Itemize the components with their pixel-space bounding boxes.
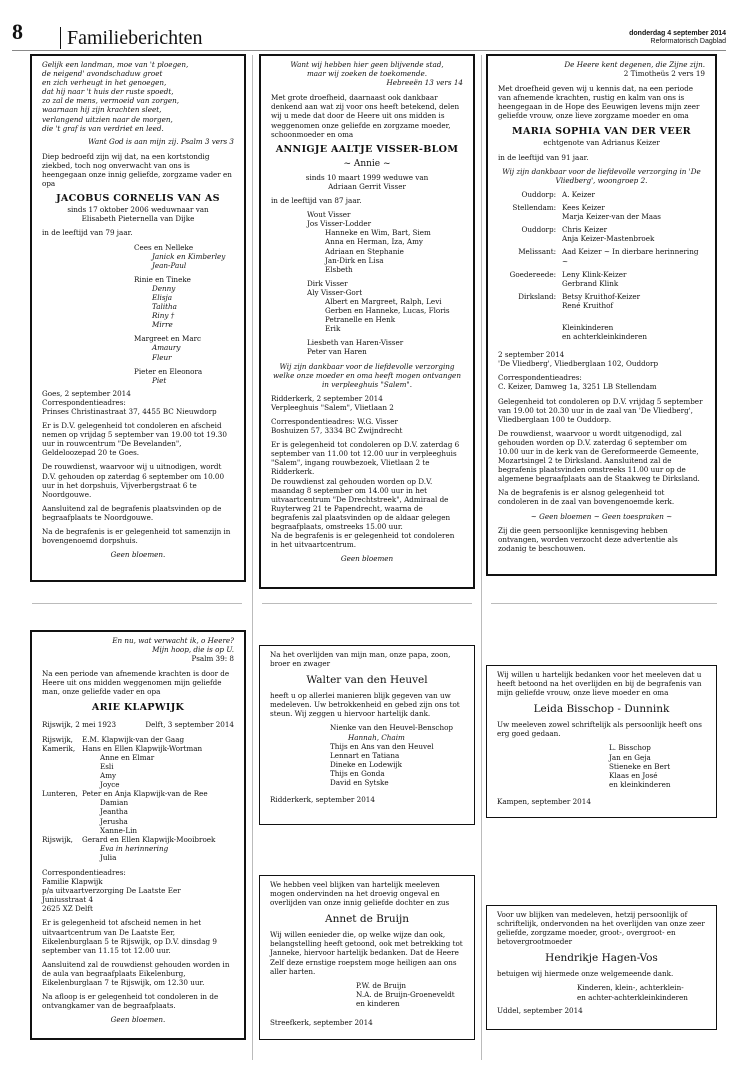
date: 2 september 2014 [498, 350, 565, 360]
after-burial-text: Na de begrafenis is er alsnog gelegenheid tot condoleren in de zaal van bovengenoemde kerk. [498, 488, 675, 507]
verse-line: En nu, wat verwacht ik, o Heere? [112, 636, 234, 645]
address-line: 2625 XZ Delft [42, 904, 93, 914]
place-date: Kampen, september 2014 [497, 796, 591, 806]
deceased-name: Hendrikje Hagen-Vos [545, 952, 658, 965]
deceased-name: Leida Bisschop - Dunnink [533, 703, 670, 716]
header-rule [12, 50, 726, 51]
family-member: Leny Klink-Keizer [562, 269, 627, 279]
signers [270, 723, 464, 787]
family-member: Denny [152, 283, 176, 293]
family-row [498, 247, 705, 265]
family-member: Anna en Herman, Iza, Amy [325, 237, 423, 247]
closing-note: Geen bloemen. [110, 1015, 166, 1025]
poem-line: waarnaan hij zijn krachten sleet, [42, 105, 162, 115]
family-member: E.M. Klapwijk-van der Gaag [82, 734, 185, 744]
section-title: Familieberichten [60, 27, 203, 49]
family-member: Peter en Anja Klapwijk-van de Ree [82, 789, 208, 799]
family-place: Kamerik, [42, 743, 76, 753]
place-date: Ridderkerk, 2 september 2014 [271, 393, 383, 403]
poem-line: zo zal de mens, vermoeid van zorgen, [42, 96, 180, 106]
deceased-name: Annet de Bruijn [324, 913, 410, 926]
family-place: Ouddorp: [521, 225, 556, 235]
family-member: Petranelle en Henk [325, 315, 396, 325]
family-member: Albert en Margreet, Ralph, Levi [325, 296, 442, 306]
deceased-name: ARIE KLAPWIJK [91, 701, 185, 713]
family-member: Gerbrand Klink [562, 278, 619, 288]
family-place: Ouddorp: [521, 189, 556, 199]
closing-note: Geen bloemen. [110, 550, 166, 560]
verse-reference: 2 Timotheüs 2 vers 19 [623, 69, 705, 79]
age-line: in de leeftijd van 91 jaar. [498, 152, 589, 162]
thanks-text: Uw meeleven zowel schriftelijk als persoonlijk heeft ons erg goed gedaan. [497, 720, 702, 739]
spouse-line: echtgenote van Adrianus Keizer [543, 137, 660, 147]
signer: en kinderen [356, 998, 400, 1008]
signer: David en Sytske [330, 778, 389, 788]
poem-line: verlangend uitzien naar de morgen, [42, 114, 173, 124]
family-member: Jeantha [100, 807, 128, 817]
after-burial-text: Na de begrafenis is er gelegenheid tot condoleren in het uitvaartcentrum. [271, 531, 455, 550]
family-names [562, 314, 705, 341]
correspondence-address: Prinses Christinastraat 37, 4455 BC Nieuwdorp [42, 407, 217, 416]
signers [270, 981, 464, 1008]
thanks-text: Wij willen eenieder die, op welke wijze dan ook, belangstelling heeft getoond, ook met betrekking tot Janneke, hiervoor hartelijk bedanken. Dat de Heere Zelf deze ernstige roepstem moge heiligen aan ons aller harten. [270, 930, 463, 976]
signer: Thijs en Gonda [330, 768, 385, 778]
family-member: Jos Visser-Lodder [307, 219, 372, 229]
death-notice-maria-van-der-veer [486, 54, 717, 576]
newspaper-name: Reformatorisch Dagblad [650, 38, 726, 45]
deceased-name: JACOBUS CORNELIS VAN AS [56, 193, 220, 205]
signer: Klaas en José [609, 770, 658, 780]
poem-line: Gelijk een landman, moe van 't ploegen, [42, 60, 189, 69]
column-divider [481, 55, 482, 1060]
service-text: Aansluitend zal de rouwdienst gehouden worden in de aula van begraafplaats Eikelenburg, Eikelenburglaan 7 te Rijswijk, om 12.30 uur. [42, 959, 230, 987]
family-member: Chris Keizer [562, 225, 608, 235]
family-row [498, 314, 705, 341]
family-member: en achterkleinkinderen [562, 332, 647, 342]
family-member: René Kruithof [562, 300, 614, 310]
family-couple: Rinie en Tineke [134, 274, 191, 284]
family-place: Lunteren, [42, 789, 78, 799]
intro-text: Met grote droefheid, daarnaast ook dankbaar denkend aan wat zij voor ons heeft betekend, delen wij u mede dat door de Heere uit ons midden is weggenomen onze geliefde en zorgzame moeder, schoonmoeder en oma [271, 93, 460, 139]
family-member: Peter van Haren [307, 347, 367, 357]
poem-line: dat hij naar 't huis der ruste spoedt, [42, 87, 174, 97]
signers [497, 983, 706, 1001]
death: Delft, 3 september 2014 [145, 719, 234, 729]
thanks-hendrikje-hagen-vos [486, 905, 717, 1030]
family-member: Joyce [100, 780, 120, 790]
burial-text: Aansluitend zal de begrafenis plaatsvinden op de begraafplaats te Noordgouwe. [42, 503, 222, 522]
deceased-name: MARIA SOPHIA VAN DER VEER [512, 125, 691, 137]
intro-text: Met droefheid geven wij u kennis dat, na een periode van afnemende krachten, rustig en kalm van ons is heengegaan in de Hope des Eeuwigen levens mijn zeer geliefde vrouw, onze lieve zorgzame moeder en oma [498, 84, 700, 121]
age-line: in de leeftijd van 79 jaar. [42, 228, 133, 238]
poem-line: de neigend' avondschaduw groet [42, 69, 163, 79]
family-member: Fleur [152, 352, 172, 362]
correspondence-label: Correspondentieadres: [498, 373, 582, 383]
family-member: Riny † [152, 311, 175, 321]
family-member: Jan-Dirk en Lisa [325, 255, 384, 265]
family-member: Jean-Paul [152, 260, 187, 270]
family-member: Elsbeth [325, 264, 353, 274]
family-list [42, 243, 234, 385]
family-member: Kees Keizer [562, 203, 605, 213]
intro-text: Wij willen u hartelijk bedanken voor het meeleven dat u heeft betoond na het overlijden en bij de begrafenis van mijn geliefde vrouw, onze lieve moeder en oma [497, 670, 702, 698]
birth: Rijswijk, 2 mei 1923 [42, 719, 117, 729]
thanks-annet-de-bruijn [259, 875, 475, 1040]
family-member: Aly Visser-Gort [307, 287, 363, 297]
verse-line: maar wij zoeken de toekomende. [306, 69, 428, 79]
signer: Thijs en Ans van den Heuvel [330, 741, 434, 751]
signer: Hannah, Chaim [348, 732, 405, 742]
family-list [42, 735, 234, 862]
family-row [498, 203, 705, 221]
family-member: Gerben en Hanneke, Lucas, Floris [325, 306, 450, 316]
family-row [498, 225, 705, 243]
condolence-text: Er is gelegenheid tot condoleren op D.V. zaterdag 6 september van 11.00 tot 12.00 uur in verpleeghuis "Salem", ingang rouwbezoek, Vlietlaan 2 te Ridderkerk. [271, 440, 460, 477]
family-place: Rijswijk, [42, 734, 73, 744]
family-place [498, 314, 556, 341]
family-couple: Cees en Nelleke [134, 242, 194, 252]
row-divider [32, 603, 242, 604]
signer: L. Bisschop [609, 743, 651, 753]
family-row [498, 190, 705, 199]
closing-note: Geen bloemen [340, 554, 394, 564]
family-names [562, 247, 705, 265]
family-row [42, 835, 234, 862]
address-line: p/a uitvaartverzorging De Laatste Eer [42, 886, 181, 896]
family-names [82, 744, 234, 789]
intro-text: Voor uw blijken van medeleven, hetzij persoonlijk of schriftelijk, ondervonden na het overlijden van onze zeer geliefde, zorgzame moeder, groot-, overgroot- en betovergrootmoeder [497, 910, 705, 947]
family-member: Hans en Ellen Klapwijk-Wortman [82, 743, 203, 753]
thanks-walter-van-den-heuvel [259, 645, 475, 825]
family-names [562, 292, 705, 310]
thanks-text: Wij zijn dankbaar voor de liefdevolle verzorging welke onze moeder en oma heeft mogen ontvangen in verpleeghuis "Salem". [273, 361, 461, 389]
family-place: Melissant: [518, 247, 556, 257]
family-member: Anne en Elmar [100, 752, 155, 762]
family-member: Gerard en Ellen Klapwijk-Mooibroek [82, 834, 216, 844]
signer: en kleinkinderen [609, 779, 671, 789]
address-line: Familie Klapwijk [42, 877, 103, 887]
family-member: Piet [152, 375, 167, 385]
place-date: Streefkerk, september 2014 [270, 1018, 373, 1028]
closing-note: ~ Geen bloemen ~ Geen toespraken ~ [530, 511, 673, 521]
family-couple: Margreet en Marc [134, 334, 202, 344]
family-member: A. Keizer [562, 189, 595, 199]
signer: en achter-achterkleinkinderen [577, 992, 688, 1002]
thanks-leida-bisschop-dunnink [486, 665, 717, 818]
age-line: in de leeftijd van 87 jaar. [271, 196, 362, 206]
thanks-text: Wij zijn dankbaar voor de liefdevolle verzorging in 'De Vliedberg', woongroep 2. [502, 166, 701, 185]
service-text: De rouwdienst zal gehouden worden op D.V. maandag 8 september om 14.00 uur in het uitvaartcentrum "De Drechtstreek", Admiraal de Ruyterweg 21 te Papendrecht, waarna de begrafenis zal plaatsvinden op de aldaar gelegen begraafplaats, omstreeks 15.00 uur. [271, 476, 451, 532]
address-line: Juniusstraat 4 [42, 895, 94, 905]
family-names [82, 835, 234, 862]
family-list [498, 190, 705, 341]
signer: Stieneke en Bert [609, 761, 671, 771]
family-member: Xanne-Lin [100, 825, 138, 835]
death-notice-jacobus-van-as [30, 54, 246, 582]
verse-reference: Psalm 39: 8 [191, 654, 234, 664]
place-date: Uddel, september 2014 [497, 1005, 583, 1015]
thanks-text: heeft u op allerlei manieren blijk gegeven van uw medeleven. Uw betrokkenheid en gebed zijn ons tot steun. Wij zeggen u hiervoor hartelijk dank. [270, 691, 460, 719]
family-names [82, 735, 234, 744]
place-date: Ridderkerk, september 2014 [270, 795, 375, 805]
family-member: Adriaan en Stephanie [325, 246, 404, 256]
place-location: Verpleeghuis "Salem", Vlietlaan 2 [271, 402, 394, 412]
family-member: Esli [100, 761, 114, 771]
spouse-name: Elisabeth Pieternella van Dijke [81, 214, 195, 224]
condolence-text: Gelegenheid tot condoleren op D.V. vrijdag 5 september van 19.00 tot 20.30 uur in de zaal van 'De Vliedberg', Vliedberglaan 100 te Ouddorp. [498, 396, 703, 424]
location: 'De Vliedberg', Vliedberglaan 102, Ouddorp [498, 359, 659, 369]
signers [497, 743, 706, 788]
family-member: Betsy Kruithof-Keizer [562, 291, 641, 301]
family-names [562, 270, 705, 288]
row-divider [491, 603, 717, 604]
family-place: Dirksland: [518, 291, 556, 301]
life-dates [42, 720, 234, 729]
family-row [42, 744, 234, 789]
family-member: Janick en Kimberley [152, 251, 226, 261]
service-text: De rouwdienst, waarvoor wij u uitnodigen, wordt D.V. gehouden op zaterdag 6 september om 10.00 uur in het dorpshuis, Vijverbergstraat 6 te Noordgouwe. [42, 462, 225, 499]
condolence-text: Na afloop is er gelegenheid tot condoleren in de ontvangkamer van de begraafplaats. [42, 992, 219, 1011]
spouse-line: sinds 17 oktober 2006 weduwnaar van [67, 205, 209, 215]
family-member: Elisja [152, 292, 173, 302]
family-member: Amy [100, 771, 117, 781]
family-names [562, 225, 705, 243]
correspondence-label: Correspondentieadres: [42, 397, 126, 407]
correspondence-label: Correspondentieadres: [42, 867, 126, 877]
family-member: Kleinkinderen [562, 322, 614, 332]
verse-line: Want wij hebben hier geen blijvende stad, [290, 60, 444, 69]
correspondence-address [42, 877, 234, 913]
farewell-text: Er is gelegenheid tot afscheid nemen in het uitvaartcentrum van De Laatste Eer, Eikelenburglaan 5 te Rijswijk, op D.V. dinsdag 9 september van 11.15 tot 12.00 uur. [42, 918, 217, 955]
spouse-name: Adriaan Gerrit Visser [328, 181, 406, 191]
signer: P.W. de Bruijn [356, 980, 407, 990]
family-place: Stellendam: [512, 203, 556, 213]
family-row [42, 789, 234, 834]
family-member: Wout Visser [307, 210, 351, 220]
verse-line: Mijn hoop, die is op U. [152, 645, 234, 655]
family-names [562, 190, 705, 199]
family-member: Damian [100, 798, 129, 808]
family-row [498, 270, 705, 288]
signer: Kinderen, klein-, achterklein- [577, 983, 684, 993]
signer: Lennart en Tatiana [330, 750, 400, 760]
page-number: 8 [12, 19, 23, 44]
family-member: Aad Keizer ~ In dierbare herinnering ~ [562, 247, 699, 266]
family-member: Liesbeth van Haren-Visser [307, 338, 404, 348]
thanks-text: betuigen wij hiermede onze welgemeende dank. [497, 969, 674, 979]
verse-line: De Heere kent degenen, die Zijne zijn. [564, 60, 705, 69]
intro-text: We hebben veel blijken van hartelijk meeleven mogen ondervinden na het droevig ongeval en overlijden van onze innig geliefde dochter en zus [270, 880, 450, 908]
family-row [498, 292, 705, 310]
family-list [271, 210, 463, 356]
header-meta [629, 30, 726, 46]
family-place: Rijswijk, [42, 834, 73, 844]
family-names [562, 203, 705, 221]
nickname: ~ Annie ~ [343, 158, 391, 169]
signer: N.A. de Bruijn-Groeneveldt [356, 989, 455, 999]
poem-reference: Want God is aan mijn zij. Psalm 3 vers 3 [88, 136, 234, 146]
family-member: Erik [325, 324, 341, 334]
family-member: Dirk Visser [307, 278, 348, 288]
intro-text: Diep bedroefd zijn wij dat, na een kortstondig ziekbed, toch nog onverwacht van ons is heengegaan onze innig geliefde, zorgzame vader en opa [42, 151, 232, 189]
family-member: Julia [100, 852, 117, 862]
column-divider [252, 55, 253, 1060]
family-member: Jerusha [100, 816, 128, 826]
family-member: Hanneke en Wim, Bart, Siem [325, 228, 431, 238]
death-notice-arie-klapwijk [30, 630, 246, 1040]
signer: Dineke en Lodewijk [330, 759, 402, 769]
row-divider [262, 603, 472, 604]
service-text: De rouwdienst, waarvoor u wordt uitgenodigd, zal gehouden worden op D.V. zaterdag 6 september om 10.00 uur in de kerk van de Gereformeerde Gemeente, Mozartsingel 2 te Dirksland. Aansluitend zal de begrafenis plaatsvinden omstreeks 11.00 uur op de algemene begraafplaats aan de Staakweg te Dirksland. [498, 428, 700, 484]
correspondence-address: Boshuizen 57, 3334 BC Zwijndrecht [271, 426, 403, 436]
family-member: Mirre [152, 320, 173, 330]
poem-line: die 't graf is van verdriet en leed. [42, 123, 164, 133]
family-names [82, 789, 234, 834]
correspondence-label: Correspondentieadres: W.G. Visser [271, 417, 398, 426]
correspondence-address: C. Keizer, Damweg 1a, 3251 LB Stellendam [498, 382, 657, 392]
deceased-name: Walter van den Heuvel [306, 674, 428, 687]
family-row [42, 735, 234, 744]
family-member: Eva in herinnering [100, 843, 169, 853]
spouse-line: sinds 10 maart 1999 weduwe van [305, 172, 429, 182]
poem-line: en zich verheugt in het genoegen, [42, 78, 167, 88]
family-member: Amaury [152, 343, 181, 353]
place-date: Goes, 2 september 2014 [42, 388, 131, 398]
family-member [562, 314, 705, 323]
signer: Jan en Geja [609, 752, 651, 762]
death-notice-annigje-visser-blom [259, 54, 475, 589]
notice-text: Zij die geen persoonlijke kennisgeving hebben ontvangen, worden verzocht deze advertentie als zodanig te beschouwen. [498, 525, 678, 553]
family-member: Anja Keizer-Mastenbroek [562, 234, 655, 244]
intro-text: Na een periode van afnemende krachten is door de Heere uit ons midden weggenomen mijn geliefde man, onze geliefde vader en opa [42, 669, 230, 697]
signer: Nienke van den Heuvel-Benschop [330, 723, 454, 733]
family-member: Marja Keizer-van der Maas [562, 212, 661, 222]
condolence-text: Er is D.V. gelegenheid tot condoleren en afscheid nemen op vrijdag 5 september van 19.00 tot 19.30 uur in rouwcentrum "De Bevelanden", Geldeloozepad 20 te Goes. [42, 421, 227, 458]
family-couple: Pieter en Eleonora [134, 366, 203, 376]
gathering-text: Na de begrafenis is er gelegenheid tot samenzijn in bovengenoemd dorpshuis. [42, 527, 231, 546]
family-place: Goedereede: [509, 269, 556, 279]
issue-date: donderdag 4 september 2014 [629, 30, 726, 37]
deceased-name: ANNIGJE AALTJE VISSER-BLOM [275, 143, 459, 155]
family-member: Talitha [152, 302, 177, 312]
poem [42, 60, 234, 133]
intro-text: Na het overlijden van mijn man, onze papa, zoon, broer en zwager [270, 650, 451, 669]
verse-reference: Hebreeën 13 vers 14 [386, 78, 463, 88]
